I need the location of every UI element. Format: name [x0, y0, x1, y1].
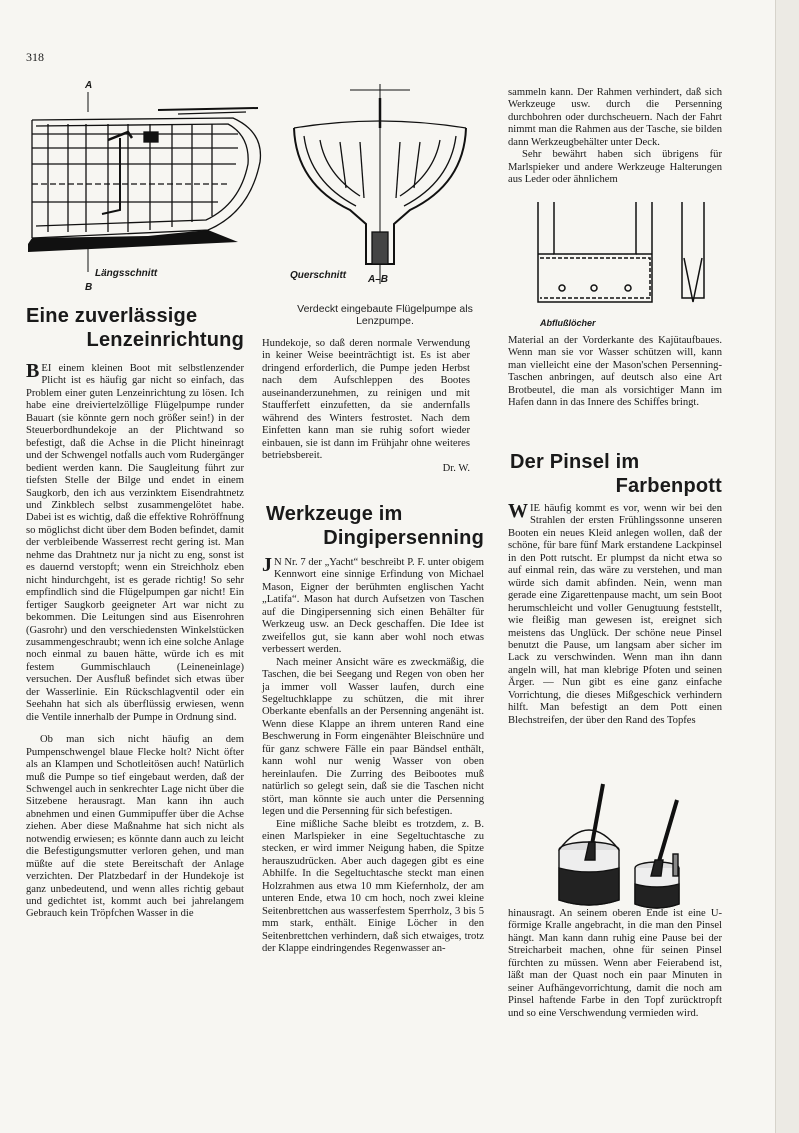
page-number: 318: [26, 50, 44, 64]
article3-title-line2: Farbenpott: [615, 475, 722, 497]
article2-paragraph-6: Material an der Vorderkante des Kajütaufbaues. Wenn man sie vor Wasser schützen will, kann man vielleicht eine der Mason'schen Persenning-Taschen anbringen, auf deutsch also eine Art Brotbeutel, die man als vorsichtiger Mann im Hafen dann in das Innere des Schiffes bringt.: [508, 335, 722, 409]
article3-paragraph-1: WIE häufig kommt es vor, wenn wir bei den Strahlen der ersten Frühlingssonne unseren Booten ein neues Kleid anlegen wollen, daß der schöne, für bare fünf Mark erstandene Lackpinsel in den Pott rutscht. Er plumpst da nicht etwa so auf einmal rein, das wäre zu verstehen, und man würde sich damit abfinden. Nein, wenn man gerade eine Zigarettenpause macht, um sein Boot herumschleicht und voller Genugtuung feststellt, wie fleißig man gewesen ist, ereignet sich meistens das Unglück. Der schöne neue Pinsel benutzt die Pause, um langsam aber sicher im Lack zu verschwinden. Wenn man ihn dann angeln will, hat man klebrige Pfoten und seinen Ärger. — Nun gibt es eine ganz einfache Vorrichtung, die dieses Mißgeschick verhindern hilft. Man befestigt an dem Pott einen Blechstreifen, der über den Rand des Topfes: [508, 500, 722, 726]
article1-paragraph-3: Hundekoje, so daß deren normale Verwendung in keiner Weise beeinträchtigt ist. Es ist aber dringend erforderlich, die Pumpe jeden Herbst nach dem Aufschleppen des Bootes auseinanderzunehmen, zu reinigen und mit Staufferfett einzufetten, da sie andernfalls während des Winters festrostet. Nach dem Einfetten kann man sie ruhig sofort wieder einbauen, sie ist dann im Frühjahr ohne weiteres betriebsbereit.: [262, 338, 470, 462]
label-laengsschnitt: Längsschnitt: [95, 268, 158, 279]
article3-paragraph-2: hinausragt. An seinem oberen Ende ist eine U-förmige Kralle angebracht, in die man den Pinsel hängt. Man kann dann ruhig eine Pause bei der Streicharbeit machen, ohne für seinen Pinsel fürchten zu müssen. Wenn aber Feierabend ist, läßt man der Quast noch ein paar Minuten in seiner Aufhängevorrichtung, damit die noch am Pinsel haftende Farbe in den Topf zurücktropft und so eine Verschwendung vermieden wird.: [508, 908, 722, 1019]
article2-paragraph-2: Nach meiner Ansicht wäre es zweckmäßig, die Taschen, die bei Seegang und Regen von oben her ja immer voll Wasser laufen, durch eine Segeltuchklappe zu schützen, die mit ihrer Oberkante ebenfalls an der Persenning angenäht ist. Wenn diese Klappe an ihrem unteren Rand eine Beschwerung in Form eingenähter Bleischnüre und für ganz schwere Fälle ein paar Bändsel enthält, kann wohl nur wenig Wasser von oben hereinlaufen. Die Zurring des Beibootes muß natürlich so gelegt sein, daß sie die Taschen nicht stört, man könnte sie auch unter die Persenning legen und die Persenning für sich befestigen.: [262, 656, 484, 818]
tool-holder-drawing: [532, 198, 722, 318]
article1-title-line2: Lenzeinrichtung: [86, 329, 244, 351]
label-abflussloecher: Abflußlöcher: [540, 318, 596, 328]
article2-paragraph-5: Sehr bewährt haben sich übrigens für Marlspieker und andere Werkzeuge Halterungen aus Leder oder ähnlichem: [508, 149, 722, 186]
paint-pot-drawing: [545, 780, 695, 910]
article2-paragraph-1: J N Nr. 7 der „Yacht“ beschreibt P. F. unter obigem Kennwort eine sinnige Erfindung von Michael Mason, Eigner der berühmten englischen Yacht „Latifa“. Mason hat durch Aufsetzen von Taschen auf die Dingipersenning sich einen Behälter für Werkzeug usw. an Deck geschaffen. Die Idee ist zweifellos gut, sie kann aber wohl noch etwas verbessert werden.: [262, 554, 484, 656]
article2-column-middle: [262, 554, 484, 956]
article2-paragraph-3: Eine mißliche Sache bleibt es trotzdem, z. B. einen Marlspieker in eine Segeltuchtasche zu stecken, er wird immer Neigung haben, die Spitze herauszudrücken. Aber auch dagegen gibt es eine Abhilfe. In die Segeltuchtasche steckt man einen Holzrahmen aus etwa 10 mm Kiefernholz, der am unteren Ende, etwa 10 cm hoch, noch zwei kleine Seitenbrettchen aus wasserfestem Sperrholz, 3 bis 5 mm stark, enthält. Einige Löcher in den Seitenbrettchen verhindern, daß sich etwaiges, trotz der Klappe eindringendes Regenwasser an-: [262, 818, 484, 955]
article2-column-right-top: [508, 87, 722, 187]
label-a-top: A: [85, 80, 93, 91]
article1-column-left: [26, 360, 244, 921]
drop-cap-w: W: [508, 500, 528, 522]
article3-title: [510, 450, 722, 498]
figure1-caption: Verdeckt eingebaute Flügelpumpe als Lenzpumpe.: [297, 303, 473, 327]
label-a-b: A–B: [368, 274, 389, 285]
drop-cap-b: B: [26, 360, 40, 382]
article2-paragraph-4: sammeln kann. Der Rahmen verhindert, daß sich Werkzeuge usw. durch die Persenning durchbohren oder durchscheuern. Nach der Fahrt nimmt man die Rahmen aus der Tasche, sie bilden dann Werkzeugbehälter unter Deck.: [508, 87, 722, 148]
article3-title-line1: Der Pinsel im: [510, 451, 640, 473]
article1-signature: Dr. W.: [442, 462, 470, 474]
label-b: B: [85, 282, 93, 293]
article2-column-right-bottom: [508, 335, 722, 410]
article3-column-right: [508, 500, 722, 727]
cross-section-drawing: [290, 84, 470, 284]
drop-cap-j: J: [262, 554, 272, 576]
article2-title: [266, 502, 484, 550]
article2-title-line2: Dingipersenning: [323, 527, 484, 549]
article1-paragraph-2: Ob man sich nicht häufig an dem Pumpenschwengel blaue Flecke holt? Nicht öfter als an Klampen und Schotleitösen auch! Natürlich muß die Pumpe so tief eingebaut werden, daß der Schwengel auch in senkrechter Lage nicht über die Sitzebene herausragt. Man kann ihn auch abnehmen und einen Gummipuffer über die Achse ziehen. Aber diese Maßnahme hat sich nicht als notwendig erwiesen; es könnte dann auch zu leicht die Befestigungsmutter verloren gehen, und man müßte auf die stete Bereitschaft der Anlage verzichten. Der Platzbedarf in der Hundekoje ist ganz unbedeutend, und wenn alles richtig gebaut und gedichtet ist, kommt auch bei jahrelangem Gebrauch kein Tröpfchen Wasser in die: [26, 734, 244, 920]
article1-paragraph-1: BEI einem kleinen Boot mit selbstlenzender Plicht ist es häufig gar nicht so einfach, das Problem einer guten Lenzeinrichtung zu lösen. Ich habe eine dreiviertelzöllige Flügelpumpe runder Bauart (sie könnte gern noch größer sein!) in der Steuerbordhundekoje an der Plichtwand so befestigt, daß die Achse in die Plicht hineinragt und der Schwengel notfalls auch vom Rudergänger bedient werden kann. Die Saugleitung führt zur tiefsten Stelle der Bilge und endet in einem Saugkorb, den ich aus verzinktem Eisendrahtnetz und Zinkblech selbst zusammengelötet habe. Dabei ist es wichtig, daß die effektive Rohröffnung so möglichst dicht über dem Boden befindet, damit der verbleibende Wasserrest recht gering ist. Man nehme das Drahtnetz nur ja nicht zu eng, sonst ist es dauernd verstopft; wenn ein Streichholz eben nicht hindurchgeht, ist es gerade richtig! So sehr empfindlich sind die Flügelpumpen gar nicht! Ein fertiger Saugkorb geeigneter Art war nicht zu bekommen. Die Leitungen sind aus Eisenrohren (Gasrohr) und den verschiedensten Winkelstücken zusammengeschraubt; wenn ich eine solche Anlage noch einmal zu bauen hätte, würde ich es mit festem Gummischlauch (Leineneinlage) versuchen. Der Ausfluß befindet sich etwas über der Wasserlinie. Ein Rückschlagventil oder ein Seehahn hat sich als überflüssig erwiesen, wenn die Ventile innerhalb der Pumpe in Ordnung sind.: [26, 360, 244, 723]
article1-column-middle: [262, 338, 470, 475]
article2-title-line1: Werkzeuge im: [266, 503, 403, 525]
label-querschnitt: Querschnitt: [290, 270, 347, 281]
article1-title-line1: Eine zuverlässige: [26, 305, 198, 327]
page-edge: [775, 0, 799, 1133]
article1-title: [26, 304, 244, 352]
article3-column-right-bottom: [508, 908, 722, 1020]
longitudinal-section-drawing: [28, 92, 268, 272]
